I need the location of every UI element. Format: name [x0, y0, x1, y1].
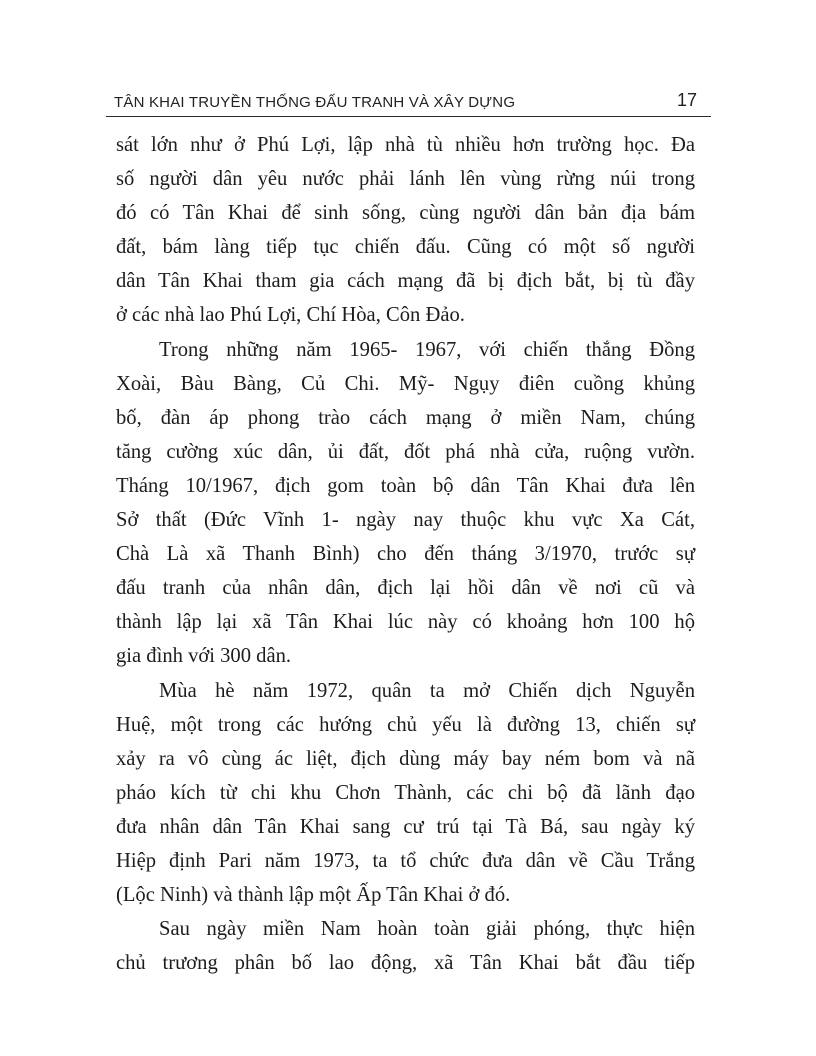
text-line: Huệ, một trong các hướng chủ yếu là đường 13, chiến sự — [116, 713, 695, 736]
text-line: (Lộc Ninh) và thành lập một Ấp Tân Khai ở đó. — [116, 884, 511, 907]
text-line: gia đình với 300 dân. — [116, 645, 292, 668]
text-line: Sau ngày miền Nam hoàn toàn giải phóng, thực hiện — [159, 918, 695, 941]
text-line: dân Tân Khai tham gia cách mạng đã bị địch bắt, bị tù đầy — [116, 270, 695, 293]
text-line: xảy ra vô cùng ác liệt, địch dùng máy bay ném bom và nã — [116, 747, 695, 770]
text-line: đó có Tân Khai để sinh sống, cùng người dân bản địa bám — [116, 202, 695, 225]
body-text — [116, 128, 695, 980]
text-line: Hiệp định Pari năm 1973, ta tổ chức đưa dân về Cầu Trắng — [116, 849, 695, 872]
text-line: đấu tranh của nhân dân, địch lại hồi dân về nơi cũ và — [116, 577, 695, 600]
text-line: pháo kích từ chi khu Chơn Thành, các chi bộ đã lãnh đạo — [116, 781, 695, 804]
text-line: Sở thất (Đức Vĩnh 1- ngày nay thuộc khu vực Xa Cát, — [116, 509, 695, 532]
text-line: chủ trương phân bố lao động, xã Tân Khai bắt đầu tiếp — [116, 952, 695, 975]
text-line: Xoài, Bàu Bàng, Củ Chi. Mỹ- Ngụy điên cuồng khủng — [116, 372, 695, 395]
text-line: Tháng 10/1967, địch gom toàn bộ dân Tân Khai đưa lên — [116, 474, 695, 497]
text-line: Trong những năm 1965- 1967, với chiến thắng Đồng — [159, 338, 695, 361]
text-line: bố, đàn áp phong trào cách mạng ở miền Nam, chúng — [116, 406, 695, 429]
book-title: TÂN KHAI TRUYỀN THỐNG ĐẤU TRANH VÀ XÂY DỰNG — [114, 94, 516, 111]
text-line: Chà Là xã Thanh Bình) cho đến tháng 3/1970, trước sự — [116, 543, 695, 566]
text-line: đất, bám làng tiếp tục chiến đấu. Cũng có một số người — [116, 236, 695, 259]
text-line: số người dân yêu nước phải lánh lên vùng rừng núi trong — [116, 168, 695, 191]
text-line: Mùa hè năm 1972, quân ta mở Chiến dịch Nguyễn — [159, 679, 695, 702]
text-line: sát lớn như ở Phú Lợi, lập nhà tù nhiều hơn trường học. Đa — [116, 134, 695, 156]
text-line: tăng cường xúc dân, ủi đất, đốt phá nhà cửa, ruộng vườn. — [116, 440, 695, 463]
text-line: ở các nhà lao Phú Lợi, Chí Hòa, Côn Đảo. — [116, 304, 465, 327]
page-number: 17 — [676, 90, 697, 110]
running-header — [106, 86, 711, 117]
text-line: thành lập lại xã Tân Khai lúc này có khoảng hơn 100 hộ — [116, 611, 695, 634]
text-line: đưa nhân dân Tân Khai sang cư trú tại Tà Bá, sau ngày ký — [116, 815, 695, 838]
